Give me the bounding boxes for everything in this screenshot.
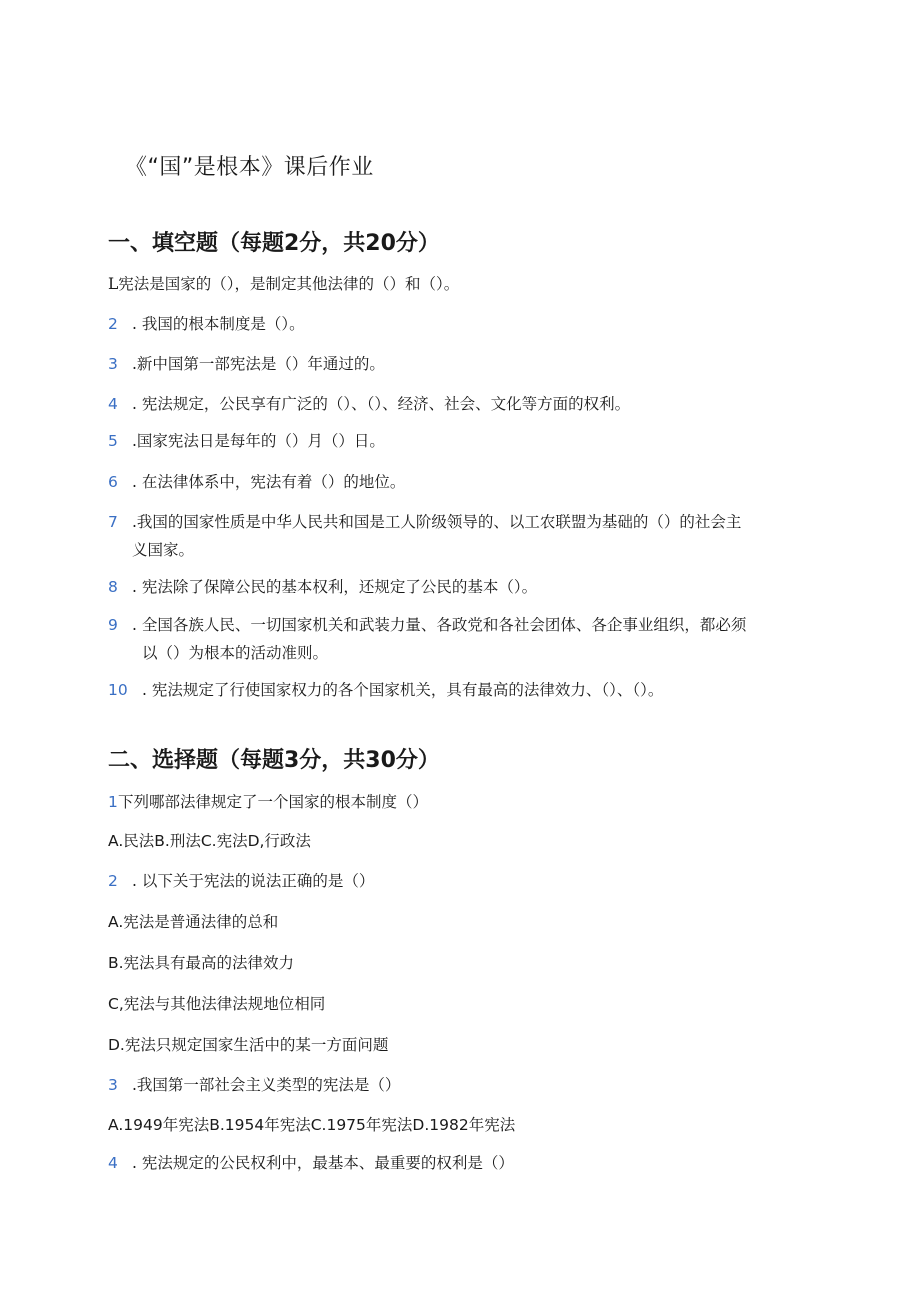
question-text: .国家宪法日是每年的（）月（）日。: [132, 432, 385, 450]
question-number: 3: [108, 1076, 118, 1094]
question-fill-1: [108, 270, 459, 298]
question-text: .我国第一部社会主义类型的宪法是（）: [132, 1076, 401, 1094]
question-text: . 以下关于宪法的说法正确的是（）: [132, 872, 375, 890]
choice-options-1: A.民法B.刑法C.宪法D,行政法: [108, 832, 311, 850]
question-text: . 宪法规定，公民享有广泛的（）、（）、经济、社会、文化等方面的权利。: [132, 395, 631, 413]
page-title: 《“国”是根本》课后作业: [125, 155, 374, 180]
choice-option-b: B.宪法具有最高的法律效力: [108, 954, 295, 972]
question-text: . 宪法规定的公民权利中，最基本、最重要的权利是（）: [132, 1154, 514, 1172]
question-number: 7: [108, 513, 118, 531]
question-fill-7-continuation: 义国家。: [132, 541, 195, 559]
question-number: 8: [108, 578, 118, 596]
question-text: . 全国各族人民、一切国家机关和武装力量、各政党和各社会团体、各企事业组织，都必须: [132, 616, 747, 634]
question-number: 2: [108, 872, 118, 890]
question-fill-6: [108, 468, 405, 496]
question-number: 1: [108, 793, 118, 811]
question-fill-3: [108, 350, 385, 378]
question-choice-4: [108, 1149, 514, 1177]
question-fill-5: [108, 427, 385, 455]
question-fill-10: [108, 676, 663, 704]
question-text: . 宪法规定了行使国家权力的各个国家机关，具有最高的法律效力、（）、（）。: [142, 681, 664, 699]
question-number: 5: [108, 432, 118, 450]
question-choice-1: [108, 788, 428, 816]
choice-option-c: C,宪法与其他法律法规地位相同: [108, 995, 326, 1013]
question-choice-3: [108, 1071, 400, 1099]
question-text: L宪法是国家的（），是制定其他法律的（）和（）。: [108, 275, 460, 293]
section-heading-fill-blank: 一、填空题（每题2分，共20分）: [108, 231, 440, 256]
choice-options-3: A.1949年宪法B.1954年宪法C.1975年宪法D.1982年宪法: [108, 1116, 516, 1134]
question-fill-9-continuation: 以（）为根本的活动准则。: [142, 644, 329, 662]
choice-option-d: D.宪法只规定国家生活中的某一方面问题: [108, 1036, 389, 1054]
question-number: 3: [108, 355, 118, 373]
question-text: . 在法律体系中，宪法有着（）的地位。: [132, 473, 406, 491]
question-fill-8: [108, 573, 537, 601]
question-number: 10: [108, 681, 128, 699]
choice-option-a: A.宪法是普通法律的总和: [108, 913, 279, 931]
question-fill-4: [108, 390, 630, 418]
question-text: .新中国第一部宪法是（）年通过的。: [132, 355, 385, 373]
question-text: . 宪法除了保障公民的基本权利，还规定了公民的基本（）。: [132, 578, 538, 596]
question-fill-7: [108, 508, 741, 536]
question-text: . 我国的根本制度是（）。: [132, 315, 305, 333]
question-number: 4: [108, 1154, 118, 1172]
section-heading-multiple-choice: 二、选择题（每题3分，共30分）: [108, 748, 440, 773]
question-number: 9: [108, 616, 118, 634]
question-number: 6: [108, 473, 118, 491]
question-fill-2: [108, 310, 305, 338]
question-fill-9: [108, 611, 746, 639]
question-text: .我国的国家性质是中华人民共和国是工人阶级领导的、以工农联盟为基础的（）的社会主: [132, 513, 742, 531]
question-text: 下列哪部法律规定了一个国家的根本制度（）: [118, 793, 429, 811]
question-number: 4: [108, 395, 118, 413]
question-number: 2: [108, 315, 118, 333]
question-choice-2: [108, 867, 374, 895]
